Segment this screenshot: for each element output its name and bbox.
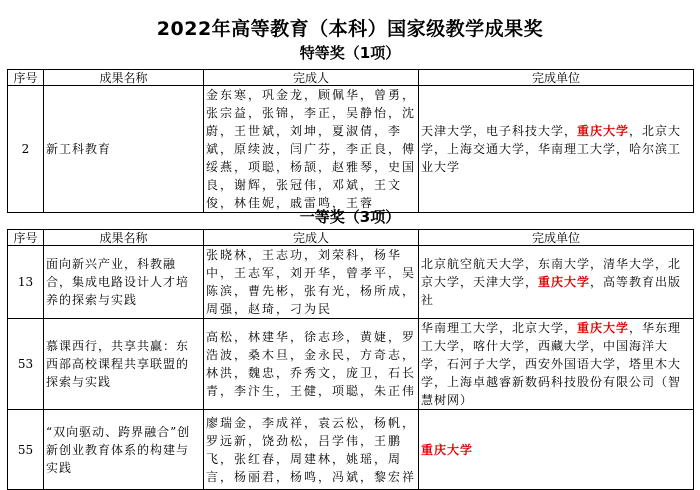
header-index: 序号 — [8, 230, 44, 246]
highlighted-institution: 重庆大学 — [421, 442, 474, 457]
achievement-name: 新工科教育 — [44, 86, 204, 213]
institutions — [419, 86, 694, 213]
highlighted-institution: 重庆大学 — [577, 124, 630, 138]
institutions — [419, 410, 694, 490]
header-achievement-name: 成果名称 — [44, 230, 204, 246]
highlighted-institution: 重庆大学 — [577, 321, 630, 335]
table-row — [8, 410, 694, 490]
row-index: 2 — [8, 86, 44, 213]
row-index: 55 — [8, 410, 44, 490]
achievement-name: 面向新兴产业，科教融合，集成电路设计人才培养的探索与实践 — [44, 246, 204, 319]
header-institutions: 完成单位 — [419, 230, 694, 246]
table-row — [8, 246, 694, 319]
achievement-name: “双向驱动、跨界融合”创新创业教育体系的构建与实践 — [44, 410, 204, 490]
header-participants: 完成人 — [204, 70, 419, 86]
header-institutions: 完成单位 — [419, 70, 694, 86]
participants: 廖瑞金，李成祥，袁云松，杨帆，罗远新，饶劲松，吕学伟，王鹏飞，张红春，周建林，姚瑶，周言，杨丽君，杨鸣，冯斌，黎宏祥 — [204, 410, 419, 490]
participants: 金东寒，巩金龙，顾佩华，曾勇，张宗益，张锦，李正，吴静怡，沈蔚，王世斌，刘坤，夏淑倩，李斌，原续波，闫广芬，李正良，傅绥燕，项聪，杨颉，赵雅琴，史国良，谢辉，张冠伟，邓斌，王文俊，林佳妮，戚雷鸣，王蓉 — [204, 86, 419, 213]
page-title: 2022年高等教育（本科）国家级教学成果奖 — [156, 18, 544, 40]
table-row — [8, 86, 694, 213]
achievement-name: 慕课西行，共享共赢：东西部高校课程共享联盟的探索与实践 — [44, 319, 204, 410]
section-title-first-prize: 一等奖（3项） — [299, 208, 401, 226]
institutions-text: 天津大学，电子科技大学， — [421, 124, 578, 138]
participants: 高松，林建华，徐志珍，黄婕，罗浩波，桑木旦，金永民，方奇志，林洪，魏忠，乔秀文，庞卫，石长青，李汴生，王健，项聪，朱正伟 — [204, 319, 419, 410]
institutions — [419, 319, 694, 410]
institutions-text: ，华东理工大学，喀什大学，西藏大学，中国海洋大学，石河子大学，西安外国语大学，塔里木大学，上海卓越睿新数码科技股份有限公司（智慧树网） — [421, 321, 682, 407]
section-title-special-award: 特等奖（1项） — [299, 44, 401, 62]
participants: 张晓林，王志功，刘荣科，杨华中，王志军，刘开华，曾孝平，吴陈滨，曹先彬，张有光，杨所成，周强，赵琦，刁为民 — [204, 246, 419, 319]
header-achievement-name: 成果名称 — [44, 70, 204, 86]
header-index: 序号 — [8, 70, 44, 86]
institutions-text: ，高等教育出版社 — [421, 275, 682, 307]
row-index: 13 — [8, 246, 44, 319]
header-participants: 完成人 — [204, 230, 419, 246]
table-row — [8, 319, 694, 410]
institutions-text: 华南理工大学，北京大学， — [421, 321, 578, 335]
institutions-text: 北京航空航天大学，东南大学，清华大学，北京大学，天津大学， — [421, 257, 682, 289]
special-award-table — [7, 69, 694, 213]
highlighted-institution: 重庆大学 — [538, 275, 591, 289]
row-index: 53 — [8, 319, 44, 410]
institutions-text: ，北京大学，上海交通大学，华南理工大学，哈尔滨工业大学 — [421, 124, 682, 174]
institutions — [419, 246, 694, 319]
first-prize-table — [7, 229, 694, 490]
